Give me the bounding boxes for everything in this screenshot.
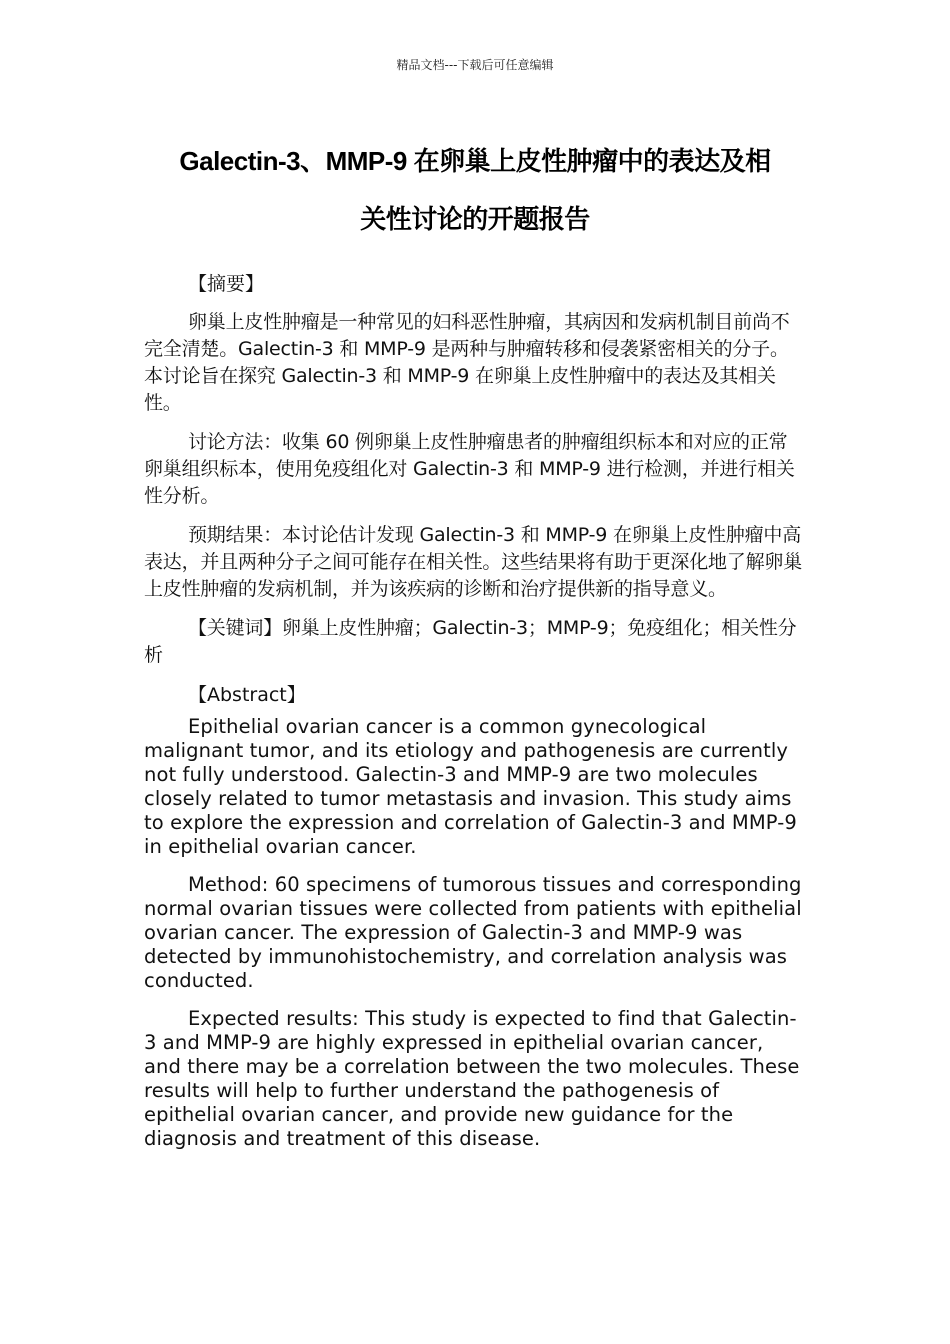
abstract-cn-method: 讨论方法：收集 60 例卵巢上皮性肿瘤患者的肿瘤组织标本和对应的正常卵巢组织标本，使用免疫组化对 Galectin-3 和 MMP-9 进行检测，并进行相关性分析。 [144, 431, 795, 507]
document-title [120, 132, 830, 248]
abstract-cn-results: 预期结果：本讨论估计发现 Galectin-3 和 MMP-9 在卵巢上皮性肿瘤中高表达，并且两种分子之间可能存在相关性。这些结果将有助于更深化地了解卵巢上皮性肿瘤的发病机制，并为该疾病的诊断和治疗提供新的指导意义。 [144, 524, 803, 600]
document-body [144, 270, 806, 1165]
abstract-cn-background: 卵巢上皮性肿瘤是一种常见的妇科恶性肿瘤，其病因和发病机制目前尚不完全清楚。Galectin-3 和 MMP-9 是两种与肿瘤转移和侵袭紧密相关的分子。本讨论旨在探究 Galectin-3 和 MMP-9 在卵巢上皮性肿瘤中的表达及其相关性。 [144, 311, 790, 414]
title-line-1: Galectin-3、MMP-9 在卵巢上皮性肿瘤中的表达及相 [179, 146, 771, 176]
title-line-2: 关性讨论的开题报告 [360, 204, 590, 234]
abstract-cn-keywords: 【关键词】卵巢上皮性肿瘤；Galectin-3；MMP-9；免疫组化；相关性分析 [144, 617, 797, 666]
page-header: 精品文档---下载后可任意编辑 [396, 58, 554, 72]
abstract-en-method: Method: 60 specimens of tumorous tissues and corresponding normal ovarian tissues were collected from patients with epithelial ovarian cancer. The expression of Galectin-3 and MMP-9 was detected by immunohistochemistry, and correlation analysis was conducted. [144, 873, 802, 992]
abstract-en-results: Expected results: This study is expected to find that Galectin-3 and MMP-9 are highly expressed in epithelial ovarian cancer, and there may be a correlation between the two molecules. These results will help to further understand the pathogenesis of epithelial ovarian cancer, and provide new guidance for the diagnosis and treatment of this disease. [144, 1007, 800, 1150]
abstract-cn-heading: 【摘要】 [188, 273, 265, 295]
abstract-en-background: Epithelial ovarian cancer is a common gynecological malignant tumor, and its etiology and pathogenesis are currently not fully understood. Galectin-3 and MMP-9 are two molecules closely related to tumor metastasis and invasion. This study aims to explore the expression and correlation of Galectin-3 and MMP-9 in epithelial ovarian cancer. [144, 715, 797, 858]
abstract-en-heading: 【Abstract】 [188, 684, 306, 706]
